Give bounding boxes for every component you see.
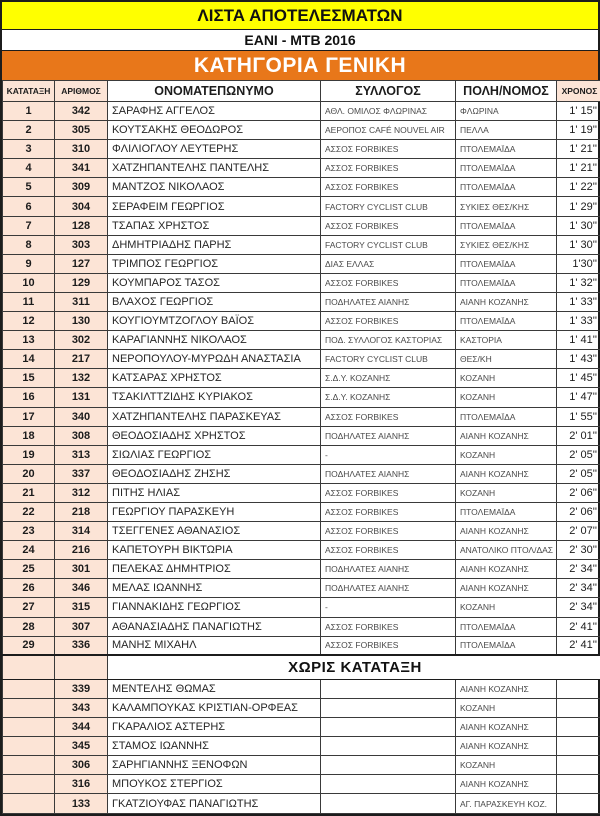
rank-cell: 14 [3,350,55,369]
club-cell: ΑΣΣΟΣ FORBIKES [321,617,456,636]
bib-number-cell: 342 [55,102,108,121]
athlete-name-cell: ΠΕΛΕΚΑΣ ΔΗΜΗΤΡΙΟΣ [108,560,321,579]
club-cell: ΑΣΣΟΣ FORBIKES [321,541,456,560]
result-row [3,636,600,655]
result-row [3,407,600,426]
bib-number-cell: 131 [55,388,108,407]
city-cell: ΚΟΖΑΝΗ [456,388,557,407]
athlete-name-cell: ΜΕΛΑΣ ΙΩΑΝΝΗΣ [108,579,321,598]
bib-number-cell [55,655,108,679]
bib-number-cell: 216 [55,541,108,560]
time-cell [557,698,600,717]
unranked-row [3,737,600,756]
rank-cell: 2 [3,121,55,140]
time-cell: 1' 43'' [557,350,600,369]
result-row [3,254,600,273]
club-cell: FACTORY CYCLIST CLUB [321,350,456,369]
bib-number-cell: 303 [55,235,108,254]
athlete-name-cell: ΠΙΤΗΣ ΗΛΙΑΣ [108,483,321,502]
club-cell [321,737,456,756]
rank-cell: 8 [3,235,55,254]
club-cell: ΑΣΣΟΣ FORBIKES [321,483,456,502]
bib-number-cell: 339 [55,679,108,698]
rank-cell: 26 [3,579,55,598]
athlete-name-cell: ΑΘΑΝΑΣΙΑΔΗΣ ΠΑΝΑΓΙΩΤΗΣ [108,617,321,636]
club-cell: ΑΣΣΟΣ FORBIKES [321,140,456,159]
time-cell [557,737,600,756]
bib-number-cell: 316 [55,775,108,794]
bib-number-cell: 129 [55,273,108,292]
column-header-rank: ΚΑΤΑΤΑΞΗ [3,81,55,102]
city-cell: ΑΙΑΝΗ ΚΟΖΑΝΗΣ [456,522,557,541]
result-row [3,159,600,178]
club-cell: ΠΟΔΗΛΑΤΕΣ ΑΙΑΝΗΣ [321,579,456,598]
rank-cell: 19 [3,445,55,464]
city-cell: ΠΤΟΛΕΜΑΪΔΑ [456,407,557,426]
athlete-name-cell: ΚΑΛΑΜΠΟΥΚΑΣ ΚΡΙΣΤΙΑΝ-ΟΡΦΕΑΣ [108,698,321,717]
result-row [3,121,600,140]
bib-number-cell: 218 [55,502,108,521]
athlete-name-cell: ΜΠΟΥΚΟΣ ΣΤΕΡΓΙΟΣ [108,775,321,794]
result-row [3,331,600,350]
athlete-name-cell: ΚΑΠΕΤΟΥΡΗ ΒΙΚΤΩΡΙΑ [108,541,321,560]
club-cell: - [321,598,456,617]
time-cell: 1' 55'' [557,407,600,426]
athlete-name-cell: ΣΑΡΑΦΗΣ ΑΓΓΕΛΟΣ [108,102,321,121]
club-cell: ΑΣΣΟΣ FORBIKES [321,273,456,292]
city-cell: ΑΙΑΝΗ ΚΟΖΑΝΗΣ [456,679,557,698]
result-row [3,426,600,445]
athlete-name-cell: ΤΣΑΚΙΛΤΤΖΙΔΗΣ ΚΥΡΙΑΚΟΣ [108,388,321,407]
result-row [3,445,600,464]
club-cell: ΑΕΡΟΠΟΣ CAFÉ NOUVEL AIR [321,121,456,140]
club-cell [321,756,456,775]
time-cell: 2' 01'' [557,426,600,445]
result-row [3,388,600,407]
bib-number-cell: 305 [55,121,108,140]
bib-number-cell: 314 [55,522,108,541]
result-row [3,197,600,216]
column-header-time: ΧΡΟΝΟΣ [557,81,600,102]
time-cell [557,775,600,794]
club-cell: ΠΟΔΗΛΑΤΕΣ ΑΙΑΝΗΣ [321,426,456,445]
rank-cell: 16 [3,388,55,407]
rank-cell: 13 [3,331,55,350]
city-cell: ΑΙΑΝΗ ΚΟΖΑΝΗΣ [456,292,557,311]
unranked-row [3,756,600,775]
time-cell: 2' 34'' [557,598,600,617]
bib-number-cell: 132 [55,369,108,388]
bib-number-cell: 304 [55,197,108,216]
club-cell: ΑΣΣΟΣ FORBIKES [321,312,456,331]
athlete-name-cell: ΘΕΟΔΟΣΙΑΔΗΣ ΧΡΗΣΤΟΣ [108,426,321,445]
club-cell: FACTORY CYCLIST CLUB [321,197,456,216]
category-banner: ΚΑΤΗΓΟΡΙΑ ΓΕΝΙΚΗ [2,51,598,80]
athlete-name-cell: ΣΑΡΗΓΙΑΝΝΗΣ ΞΕΝΟΦΩΝ [108,756,321,775]
athlete-name-cell: ΓΚΑΡΑΛΙΟΣ ΑΣΤΕΡΗΣ [108,718,321,737]
result-row [3,464,600,483]
result-row [3,235,600,254]
rank-cell: 9 [3,254,55,273]
column-header-city: ΠΟΛΗ/ΝΟΜΟΣ [456,81,557,102]
result-row [3,292,600,311]
club-cell: ΑΣΣΟΣ FORBIKES [321,522,456,541]
city-cell: ΑΓ. ΠΑΡΑΣΚΕΥΗ ΚΟΖ. [456,794,557,814]
results-table [2,80,600,814]
athlete-name-cell: ΝΕΡΟΠΟΥΛΟΥ-ΜΥΡΩΔΗ ΑΝΑΣΤΑΣΙΑ [108,350,321,369]
city-cell: ΑΙΑΝΗ ΚΟΖΑΝΗΣ [456,579,557,598]
time-cell [557,718,600,737]
result-row [3,312,600,331]
bib-number-cell: 315 [55,598,108,617]
rank-cell [3,737,55,756]
city-cell: ΚΑΣΤΟΡΙΑ [456,331,557,350]
bib-number-cell: 341 [55,159,108,178]
city-cell: ΦΛΩΡΙΝΑ [456,102,557,121]
athlete-name-cell: ΣΤΑΜΟΣ ΙΩΑΝΝΗΣ [108,737,321,756]
rank-cell: 5 [3,178,55,197]
result-row [3,598,600,617]
athlete-name-cell: ΧΑΤΖΗΠΑΝΤΕΛΗΣ ΠΑΝΤΕΛΗΣ [108,159,321,178]
bib-number-cell: 340 [55,407,108,426]
results-body [3,102,600,814]
time-cell: 2' 05'' [557,464,600,483]
club-cell: ΠΟΔΗΛΑΤΕΣ ΑΙΑΝΗΣ [321,292,456,311]
rank-cell [3,775,55,794]
time-cell: 2' 06'' [557,483,600,502]
time-cell [557,794,600,814]
city-cell: ΑΙΑΝΗ ΚΟΖΑΝΗΣ [456,560,557,579]
rank-cell: 18 [3,426,55,445]
club-cell: ΑΘΛ. ΟΜΙΛΟΣ ΦΛΩΡΙΝΑΣ [321,102,456,121]
athlete-name-cell: ΔΗΜΗΤΡΙΑΔΗΣ ΠΑΡΗΣ [108,235,321,254]
section-header: ΧΩΡΙΣ ΚΑΤΑΤΑΞΗ [108,655,600,679]
bib-number-cell: 133 [55,794,108,814]
athlete-name-cell: ΤΡΙΜΠΟΣ ΓΕΩΡΓΙΟΣ [108,254,321,273]
rank-cell: 23 [3,522,55,541]
bib-number-cell: 127 [55,254,108,273]
club-cell: FACTORY CYCLIST CLUB [321,235,456,254]
result-row [3,522,600,541]
club-cell [321,679,456,698]
athlete-name-cell: ΓΚΑΤΖΙΟΥΦΑΣ ΠΑΝΑΓΙΩΤΗΣ [108,794,321,814]
athlete-name-cell: ΘΕΟΔΟΣΙΑΔΗΣ ΖΗΣΗΣ [108,464,321,483]
time-cell: 2' 30'' [557,541,600,560]
rank-cell: 27 [3,598,55,617]
rank-cell: 4 [3,159,55,178]
bib-number-cell: 312 [55,483,108,502]
bib-number-cell: 313 [55,445,108,464]
rank-cell [3,655,55,679]
athlete-name-cell: ΤΣΕΓΓΕΝΕΣ ΑΘΑΝΑΣΙΟΣ [108,522,321,541]
city-cell: ΠΤΟΛΕΜΑΪΔΑ [456,159,557,178]
club-cell [321,794,456,814]
rank-cell: 3 [3,140,55,159]
club-cell: ΔΙΑΣ ΕΛΛΑΣ [321,254,456,273]
rank-cell: 10 [3,273,55,292]
result-row [3,369,600,388]
rank-cell: 29 [3,636,55,655]
unranked-row [3,718,600,737]
athlete-name-cell: ΚΟΥΓΙΟΥΜΤΖΟΓΛΟΥ ΒΑΪΟΣ [108,312,321,331]
club-cell: ΠΟΔΗΛΑΤΕΣ ΑΙΑΝΗΣ [321,560,456,579]
event-title: EANI - MTB 2016 [2,30,598,51]
time-cell: 1' 29'' [557,197,600,216]
bib-number-cell: 336 [55,636,108,655]
athlete-name-cell: ΦΛΙΛΙΟΓΛΟΥ ΛΕΥΤΕΡΗΣ [108,140,321,159]
time-cell [557,756,600,775]
city-cell: ΣΥΚΙΕΣ ΘΕΣ/ΚΗΣ [456,197,557,216]
bib-number-cell: 128 [55,216,108,235]
city-cell: ΠΤΟΛΕΜΑΪΔΑ [456,312,557,331]
club-cell [321,775,456,794]
athlete-name-cell: ΣΕΡΑΦΕΙΜ ΓΕΩΡΓΙΟΣ [108,197,321,216]
club-cell: ΑΣΣΟΣ FORBIKES [321,159,456,178]
time-cell: 1' 21'' [557,159,600,178]
rank-cell: 20 [3,464,55,483]
result-row [3,102,600,121]
time-cell: 1' 19'' [557,121,600,140]
club-cell: - [321,445,456,464]
bib-number-cell: 311 [55,292,108,311]
rank-cell [3,718,55,737]
result-row [3,483,600,502]
time-cell: 1' 30'' [557,216,600,235]
rank-cell: 17 [3,407,55,426]
athlete-name-cell: ΧΑΤΖΗΠΑΝΤΕΛΗΣ ΠΑΡΑΣΚΕΥΑΣ [108,407,321,426]
club-cell: ΠΟΔΗΛΑΤΕΣ ΑΙΑΝΗΣ [321,464,456,483]
time-cell: 1' 32'' [557,273,600,292]
city-cell: ΠΕΛΛΑ [456,121,557,140]
time-cell: 1' 33'' [557,292,600,311]
rank-cell: 1 [3,102,55,121]
time-cell: 1' 15'' [557,102,600,121]
bib-number-cell: 130 [55,312,108,331]
city-cell: ΣΥΚΙΕΣ ΘΕΣ/ΚΗΣ [456,235,557,254]
club-cell: ΑΣΣΟΣ FORBIKES [321,407,456,426]
bib-number-cell: 346 [55,579,108,598]
city-cell: ΚΟΖΑΝΗ [456,483,557,502]
bib-number-cell: 345 [55,737,108,756]
city-cell: ΚΟΖΑΝΗ [456,756,557,775]
rank-cell [3,698,55,717]
result-row [3,350,600,369]
athlete-name-cell: ΚΟΥΤΣΑΚΗΣ ΘΕΟΔΩΡΟΣ [108,121,321,140]
athlete-name-cell: ΤΣΑΠΑΣ ΧΡΗΣΤΟΣ [108,216,321,235]
athlete-name-cell: ΜΑΝΤΖΟΣ ΝΙΚΟΛΑΟΣ [108,178,321,197]
city-cell: ΑΙΑΝΗ ΚΟΖΑΝΗΣ [456,426,557,445]
athlete-name-cell: ΓΙΑΝΝΑΚΙΔΗΣ ΓΕΩΡΓΙΟΣ [108,598,321,617]
time-cell: 1' 30'' [557,235,600,254]
bib-number-cell: 310 [55,140,108,159]
bib-number-cell: 302 [55,331,108,350]
unranked-row [3,794,600,814]
club-cell [321,718,456,737]
rank-cell: 21 [3,483,55,502]
club-cell: Σ.Δ.Υ. ΚΟΖΑΝΗΣ [321,388,456,407]
athlete-name-cell: ΜΑΝΗΣ ΜΙΧΑΗΛ [108,636,321,655]
column-header-name: ΟΝΟΜΑΤΕΠΩΝΥΜΟ [108,81,321,102]
time-cell: 1' 21'' [557,140,600,159]
result-row [3,502,600,521]
club-cell: ΑΣΣΟΣ FORBIKES [321,178,456,197]
club-cell [321,698,456,717]
rank-cell: 6 [3,197,55,216]
time-cell: 2' 41'' [557,636,600,655]
time-cell [557,679,600,698]
unranked-row [3,775,600,794]
club-cell: ΑΣΣΟΣ FORBIKES [321,636,456,655]
rank-cell: 22 [3,502,55,521]
column-header-club: ΣΥΛΛΟΓΟΣ [321,81,456,102]
rank-cell: 25 [3,560,55,579]
time-cell: 2' 34'' [557,560,600,579]
city-cell: ΚΟΖΑΝΗ [456,698,557,717]
city-cell: ΑΝΑΤΟΛΙΚΟ ΠΤΟΛ/ΔΑΣ [456,541,557,560]
table-header-row [3,81,600,102]
city-cell: ΠΤΟΛΕΜΑΪΔΑ [456,178,557,197]
city-cell: ΑΙΑΝΗ ΚΟΖΑΝΗΣ [456,775,557,794]
city-cell: ΠΤΟΛΕΜΑΪΔΑ [456,140,557,159]
club-cell: ΑΣΣΟΣ FORBIKES [321,502,456,521]
athlete-name-cell: ΓΕΩΡΓΙΟΥ ΠΑΡΑΣΚΕΥΗ [108,502,321,521]
city-cell: ΠΤΟΛΕΜΑΪΔΑ [456,617,557,636]
rank-cell [3,794,55,814]
city-cell: ΠΤΟΛΕΜΑΪΔΑ [456,502,557,521]
rank-cell: 28 [3,617,55,636]
column-header-number: ΑΡΙΘΜΟΣ [55,81,108,102]
city-cell: ΠΤΟΛΕΜΑΪΔΑ [456,216,557,235]
bib-number-cell: 306 [55,756,108,775]
city-cell: ΠΤΟΛΕΜΑΪΔΑ [456,254,557,273]
athlete-name-cell: ΜΕΝΤΕΛΗΣ ΘΩΜΑΣ [108,679,321,698]
unranked-row [3,679,600,698]
athlete-name-cell: ΚΑΡΑΓΙΑΝΝΗΣ ΝΙΚΟΛΑΟΣ [108,331,321,350]
result-row [3,617,600,636]
unranked-row [3,698,600,717]
athlete-name-cell: ΚΑΤΣΑΡΑΣ ΧΡΗΣΤΟΣ [108,369,321,388]
result-row [3,579,600,598]
rank-cell [3,756,55,775]
rank-cell: 7 [3,216,55,235]
bib-number-cell: 307 [55,617,108,636]
city-cell: ΚΟΖΑΝΗ [456,598,557,617]
city-cell: ΠΤΟΛΕΜΑΪΔΑ [456,636,557,655]
time-cell: 2' 05'' [557,445,600,464]
time-cell: 1' 41'' [557,331,600,350]
city-cell: ΑΙΑΝΗ ΚΟΖΑΝΗΣ [456,737,557,756]
result-row [3,541,600,560]
result-row [3,178,600,197]
result-row [3,273,600,292]
club-cell: ΑΣΣΟΣ FORBIKES [321,216,456,235]
result-row [3,216,600,235]
bib-number-cell: 308 [55,426,108,445]
bib-number-cell: 337 [55,464,108,483]
athlete-name-cell: ΣΙΩΛΙΑΣ ΓΕΩΡΓΙΟΣ [108,445,321,464]
rank-cell: 12 [3,312,55,331]
section-header-row [3,655,600,679]
page-title: ΛΙΣΤΑ ΑΠΟΤΕΛΕΣΜΑΤΩΝ [2,2,598,30]
time-cell: 1' 47'' [557,388,600,407]
city-cell: ΚΟΖΑΝΗ [456,445,557,464]
athlete-name-cell: ΒΛΑΧΟΣ ΓΕΩΡΓΙΟΣ [108,292,321,311]
rank-cell: 15 [3,369,55,388]
time-cell: 2' 34'' [557,579,600,598]
bib-number-cell: 344 [55,718,108,737]
result-row [3,140,600,159]
time-cell: 2' 07'' [557,522,600,541]
time-cell: 2' 06'' [557,502,600,521]
club-cell: Σ.Δ.Υ. ΚΟΖΑΝΗΣ [321,369,456,388]
bib-number-cell: 343 [55,698,108,717]
time-cell: 2' 41'' [557,617,600,636]
rank-cell [3,679,55,698]
city-cell: ΑΙΑΝΗ ΚΟΖΑΝΗΣ [456,464,557,483]
city-cell: ΑΙΑΝΗ ΚΟΖΑΝΗΣ [456,718,557,737]
time-cell: 1' 33'' [557,312,600,331]
rank-cell: 24 [3,541,55,560]
rank-cell: 11 [3,292,55,311]
bib-number-cell: 217 [55,350,108,369]
athlete-name-cell: ΚΟΥΜΠΑΡΟΣ ΤΑΣΟΣ [108,273,321,292]
result-row [3,560,600,579]
city-cell: ΘΕΣ/ΚΗ [456,350,557,369]
club-cell: ΠΟΔ. ΣΥΛΛΟΓΟΣ ΚΑΣΤΟΡΙΑΣ [321,331,456,350]
city-cell: ΠΤΟΛΕΜΑΪΔΑ [456,273,557,292]
bib-number-cell: 301 [55,560,108,579]
city-cell: ΚΟΖΑΝΗ [456,369,557,388]
time-cell: 1' 45'' [557,369,600,388]
time-cell: 1'30'' [557,254,600,273]
time-cell: 1' 22'' [557,178,600,197]
bib-number-cell: 309 [55,178,108,197]
